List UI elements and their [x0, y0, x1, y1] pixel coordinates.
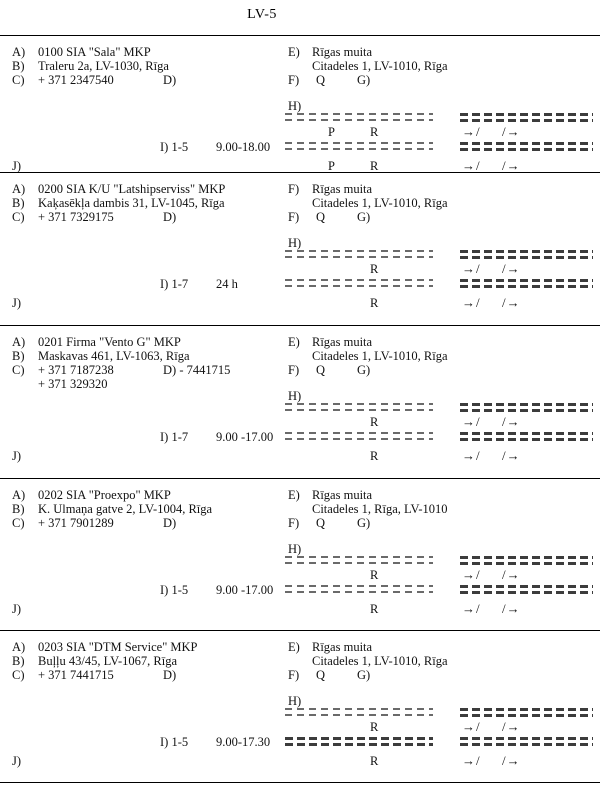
mark-r: R [370, 262, 379, 276]
field-d-label: D) [163, 516, 177, 530]
office-code-name: 0202 SIA "Proexpo" MKP [38, 488, 171, 502]
office-address: K. Ulmaņa gatve 2, LV-1004, Rīga [38, 502, 213, 516]
customs-office-address: Citadeles 1, Rīga, LV-1010 [312, 502, 448, 516]
field-c-label: C) [12, 668, 25, 682]
mark-r: R [370, 720, 379, 734]
page-title: LV-5 [247, 7, 277, 22]
field-e-label: E) [288, 45, 300, 59]
arrow-out-icon: /→ [502, 601, 521, 616]
phone-number: + 371 7901289 [38, 516, 114, 530]
arrow-in-icon: →/ [462, 124, 481, 139]
customs-post-entry [0, 35, 600, 172]
road-dashes-icon [285, 585, 433, 594]
field-a-label: A) [12, 45, 26, 59]
field-h-label: H) [288, 389, 302, 403]
road-dashes-icon [460, 250, 593, 259]
office-code-name: 0100 SIA "Sala" MKP [38, 45, 151, 59]
field-i-schedule: I) 1-5 [160, 583, 189, 597]
field-f-value: Q [316, 210, 326, 224]
arrow-out-icon: /→ [502, 414, 521, 429]
road-dashes-icon [460, 432, 593, 441]
road-dashes-icon [460, 737, 593, 746]
arrow-in-icon: →/ [462, 295, 481, 310]
phone-number: + 371 7441715 [38, 668, 114, 682]
field-f-value: Q [316, 73, 326, 87]
mark-r: R [370, 449, 379, 463]
arrow-in-icon: →/ [462, 158, 481, 173]
field-g-label: G) [357, 210, 371, 224]
field-f-label: F) [288, 516, 300, 530]
field-f-value: Q [316, 516, 326, 530]
field-c-label: C) [12, 73, 25, 87]
office-address: Maskavas 461, LV-1063, Rīga [38, 349, 190, 363]
field-h-label: H) [288, 694, 302, 708]
field-f-label: F) [288, 668, 300, 682]
road-dashes-icon [285, 737, 433, 746]
road-dashes-icon [460, 708, 593, 717]
field-g-label: G) [357, 363, 371, 377]
field-a-label: A) [12, 335, 26, 349]
arrow-out-icon: /→ [502, 448, 521, 463]
working-hours: 9.00-17.30 [216, 735, 271, 749]
bottom-rule [0, 782, 600, 783]
field-g-label: G) [357, 516, 371, 530]
arrow-out-icon: /→ [502, 719, 521, 734]
road-dashes-icon [285, 250, 433, 259]
field-h-label: H) [288, 542, 302, 556]
office-code-name: 0201 Firma "Vento G" MKP [38, 335, 181, 349]
mark-r: R [370, 602, 379, 616]
office-code-name: 0203 SIA "DTM Service" MKP [38, 640, 198, 654]
customs-post-entry [0, 172, 600, 325]
field-b-label: B) [12, 196, 25, 210]
phone-number-2: + 371 329320 [38, 377, 108, 391]
office-address: Buļļu 43/45, LV-1067, Rīga [38, 654, 178, 668]
field-d-label: D) [163, 73, 177, 87]
field-j-label: J) [12, 754, 22, 768]
field-a-label: A) [12, 488, 26, 502]
field-e-label: E) [288, 640, 300, 654]
customs-office-name: Rīgas muita [312, 182, 373, 196]
road-dashes-icon [460, 113, 593, 122]
road-dashes-icon [285, 279, 433, 288]
field-d-label: D) [163, 668, 177, 682]
working-hours: 9.00-18.00 [216, 140, 271, 154]
road-dashes-icon [285, 113, 433, 122]
customs-office-address: Citadeles 1, LV-1010, Rīga [312, 196, 448, 210]
arrow-in-icon: →/ [462, 719, 481, 734]
phone-number: + 371 7329175 [38, 210, 114, 224]
field-a-label: A) [12, 640, 26, 654]
arrow-in-icon: →/ [462, 414, 481, 429]
field-d-label: D) [163, 210, 177, 224]
road-dashes-icon [285, 708, 433, 717]
field-a-label: A) [12, 182, 26, 196]
field-j-label: J) [12, 602, 22, 616]
road-dashes-icon [460, 403, 593, 412]
arrow-out-icon: /→ [502, 753, 521, 768]
customs-office-name: Rīgas muita [312, 488, 373, 502]
field-c-label: C) [12, 516, 25, 530]
road-dashes-icon [285, 142, 433, 151]
road-dashes-icon [460, 556, 593, 565]
arrow-out-icon: /→ [502, 124, 521, 139]
customs-post-entry [0, 630, 600, 782]
customs-office-address: Citadeles 1, LV-1010, Rīga [312, 59, 448, 73]
arrow-in-icon: →/ [462, 753, 481, 768]
field-i-schedule: I) 1-7 [160, 277, 189, 291]
road-dashes-icon [460, 279, 593, 288]
mark-r: R [370, 159, 379, 173]
office-code-name: 0200 SIA K/U "Latshipserviss" MKP [38, 182, 226, 196]
mark-r: R [370, 754, 379, 768]
road-dashes-icon [285, 432, 433, 441]
field-c-label: C) [12, 210, 25, 224]
arrow-in-icon: →/ [462, 261, 481, 276]
road-dashes-icon [460, 585, 593, 594]
road-dashes-icon [460, 142, 593, 151]
field-h-label: H) [288, 236, 302, 250]
customs-office-name: Rīgas muita [312, 335, 373, 349]
field-g-label: G) [357, 668, 371, 682]
office-address: Traleru 2a, LV-1030, Rīga [38, 59, 169, 73]
field-f-label: F) [288, 210, 300, 224]
mark-p: P [328, 125, 335, 139]
phone-number: + 371 2347540 [38, 73, 114, 87]
arrow-out-icon: /→ [502, 295, 521, 310]
field-j-label: J) [12, 449, 22, 463]
field-e-label: E) [288, 335, 300, 349]
field-b-label: B) [12, 654, 25, 668]
customs-post-entry [0, 325, 600, 478]
customs-office-address: Citadeles 1, LV-1010, Rīga [312, 654, 448, 668]
mark-r: R [370, 415, 379, 429]
page-header [0, 0, 600, 35]
customs-post-entry [0, 478, 600, 630]
arrow-out-icon: /→ [502, 261, 521, 276]
field-i-schedule: I) 1-7 [160, 430, 189, 444]
customs-office-name: Rīgas muita [312, 45, 373, 59]
field-e-label: E) [288, 488, 300, 502]
field-f-value: Q [316, 363, 326, 377]
field-g-label: G) [357, 73, 371, 87]
mark-p: P [328, 159, 335, 173]
field-e-label: F) [288, 182, 300, 196]
field-f-label: F) [288, 363, 300, 377]
arrow-out-icon: /→ [502, 158, 521, 173]
road-dashes-icon [285, 403, 433, 412]
field-i-schedule: I) 1-5 [160, 735, 189, 749]
phone-number: + 371 7187238 [38, 363, 114, 377]
field-i-schedule: I) 1-5 [160, 140, 189, 154]
field-j-label: J) [12, 159, 22, 173]
arrow-in-icon: →/ [462, 567, 481, 582]
customs-office-address: Citadeles 1, LV-1010, Rīga [312, 349, 448, 363]
field-b-label: B) [12, 502, 25, 516]
working-hours: 9.00 -17.00 [216, 430, 274, 444]
field-f-label: F) [288, 73, 300, 87]
field-c-label: C) [12, 363, 25, 377]
arrow-out-icon: /→ [502, 567, 521, 582]
mark-r: R [370, 296, 379, 310]
field-b-label: B) [12, 59, 25, 73]
office-address: Kaķasēkļa dambis 31, LV-1045, Rīga [38, 196, 225, 210]
field-f-value: Q [316, 668, 326, 682]
mark-r: R [370, 568, 379, 582]
working-hours: 24 h [216, 277, 238, 291]
field-d-label: D) - 7441715 [163, 363, 231, 377]
field-b-label: B) [12, 349, 25, 363]
working-hours: 9.00 -17.00 [216, 583, 274, 597]
customs-office-name: Rīgas muita [312, 640, 373, 654]
road-dashes-icon [285, 556, 433, 565]
arrow-in-icon: →/ [462, 601, 481, 616]
arrow-in-icon: →/ [462, 448, 481, 463]
mark-r: R [370, 125, 379, 139]
field-h-label: H) [288, 99, 302, 113]
field-j-label: J) [12, 296, 22, 310]
